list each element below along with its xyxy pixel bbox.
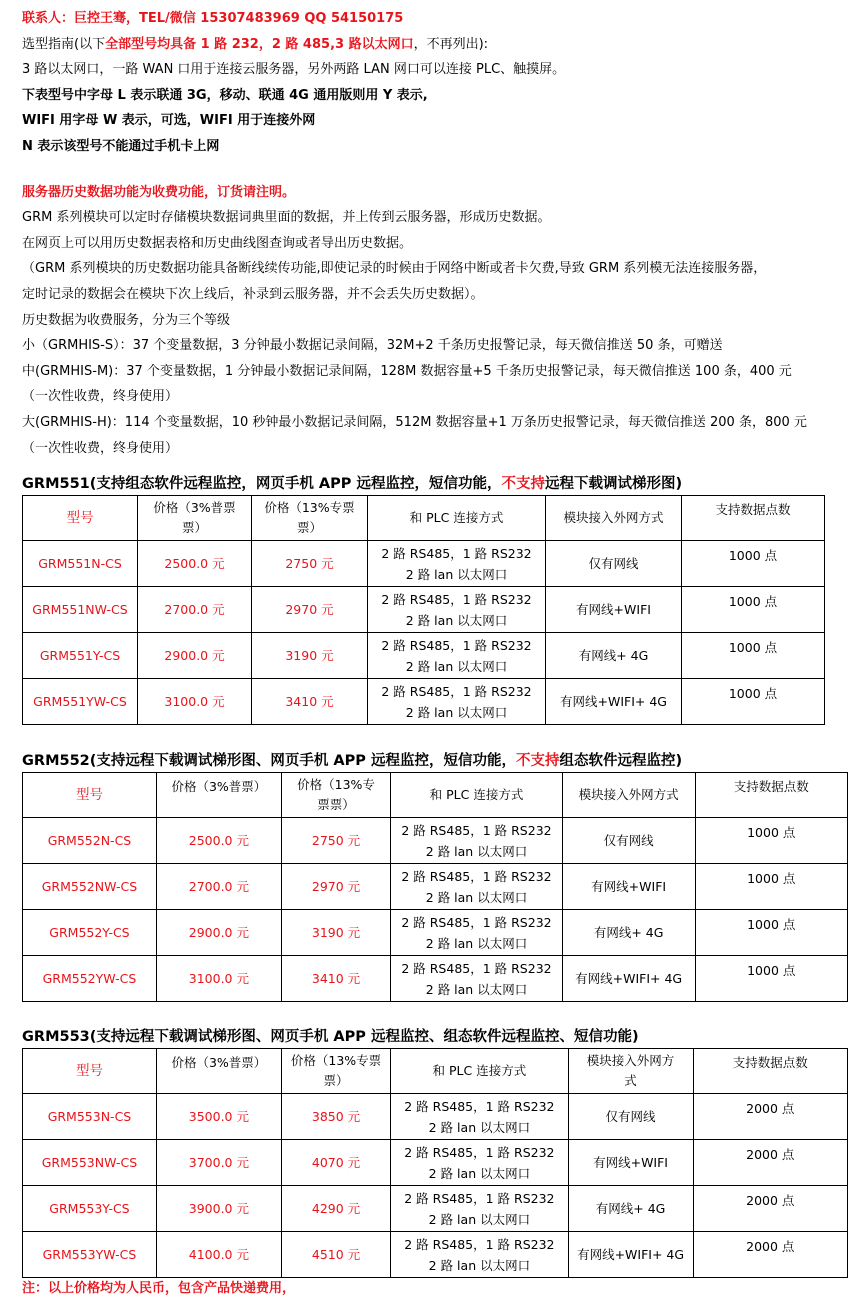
cell-price-3: 3900.0 元 <box>156 1186 281 1232</box>
cell-network-access: 有网线+WIFI <box>568 1140 693 1186</box>
cell-price-3: 2500.0 元 <box>156 818 281 864</box>
cell-model: GRM551YW-CS <box>23 679 138 725</box>
header-data-points: 支持数据点数 <box>695 773 847 818</box>
cell-data-points: 2000 点 <box>693 1140 847 1186</box>
header-price-3: 价格（3%普票） <box>156 773 281 818</box>
section-title-text: GRM553(支持远程下载调试梯形图、网页手机 APP 远程监控、组态软件远程监控、短信功能) <box>22 1029 639 1046</box>
header-model: 型号 <box>23 1049 157 1094</box>
cell-price-13: 2970 元 <box>252 587 368 633</box>
section-title-text: GRM552(支持远程下载调试梯形图、网页手机 APP 远程监控，短信功能， <box>22 753 516 770</box>
cell-price-3: 2900.0 元 <box>138 633 252 679</box>
history-line: （一次性收费，终身使用） <box>22 389 179 405</box>
section-title-text: 远程下载调试梯形图) <box>544 476 683 493</box>
cell-price-13: 4070 元 <box>281 1140 390 1186</box>
history-tier-small: 小（GRMHIS-S）：37 个变量数据，3 分钟最小数据记录间隔，32M+2 千条历史报警记录，每天微信推送 50 条，可赠送 <box>22 338 723 354</box>
ethernet-line: 3 路以太网口，一路 WAN 口用于连接云服务器，另外两路 LAN 网口可以连接 PLC、触摸屏。 <box>22 62 566 78</box>
cell-price-13: 3850 元 <box>281 1094 390 1140</box>
cell-price-3: 3100.0 元 <box>156 956 281 1002</box>
cell-plc-connection: 2 路 RS485，1 路 RS232 2 路 lan 以太网口 <box>368 541 546 587</box>
cell-model: GRM552N-CS <box>23 818 157 864</box>
table-header-row <box>23 496 825 541</box>
cell-network-access: 有网线+WIFI <box>546 587 682 633</box>
cell-price-13: 3190 元 <box>281 910 390 956</box>
price-table-grm553 <box>22 1048 848 1278</box>
spacer <box>22 725 848 750</box>
cell-model: GRM553Y-CS <box>23 1186 157 1232</box>
table-row <box>23 587 825 633</box>
cell-plc-connection: 2 路 RS485，1 路 RS232 2 路 lan 以太网口 <box>368 587 546 633</box>
table-row <box>23 1140 848 1186</box>
cell-price-13: 3410 元 <box>281 956 390 1002</box>
header-price-13: 价格（13%专 票票） <box>281 773 390 818</box>
cell-data-points: 2000 点 <box>693 1232 847 1278</box>
history-line: 历史数据为收费服务，分为三个等级 <box>22 312 231 328</box>
cell-model: GRM553NW-CS <box>23 1140 157 1186</box>
cell-network-access: 有网线+WIFI+ 4G <box>568 1232 693 1278</box>
history-notice: 服务器历史数据功能为收费功能，订货请注明。 <box>22 184 296 200</box>
table-row <box>23 1186 848 1232</box>
cell-plc-connection: 2 路 RS485，1 路 RS232 2 路 lan 以太网口 <box>391 1140 568 1186</box>
cell-price-13: 2970 元 <box>281 864 390 910</box>
cell-price-3: 2500.0 元 <box>138 541 252 587</box>
history-line: GRM 系列模块可以定时存储模块数据词典里面的数据，并上传到云服务器，形成历史数据。 <box>22 210 551 226</box>
cell-network-access: 仅有网线 <box>546 541 682 587</box>
cell-price-13: 2750 元 <box>281 818 390 864</box>
cell-data-points: 1000 点 <box>695 956 847 1002</box>
cell-network-access: 有网线+WIFI+ 4G <box>562 956 695 1002</box>
history-line: 在网页上可以用历史数据表格和历史曲线图查询或者导出历史数据。 <box>22 235 413 251</box>
cell-plc-connection: 2 路 RS485，1 路 RS232 2 路 lan 以太网口 <box>368 633 546 679</box>
cell-data-points: 1000 点 <box>682 587 825 633</box>
cell-network-access: 有网线+ 4G <box>562 910 695 956</box>
table-row <box>23 1094 848 1140</box>
cell-plc-connection: 2 路 RS485，1 路 RS232 2 路 lan 以太网口 <box>391 956 563 1002</box>
cell-price-13: 3190 元 <box>252 633 368 679</box>
table-row <box>23 864 848 910</box>
header-plc-connection: 和 PLC 连接方式 <box>391 773 563 818</box>
history-tier-large: 大(GRMHIS-H)：114 个变量数据，10 秒钟最小数据记录间隔，512M 数据容量+1 万条历史报警记录，每天微信推送 200 条，800 元 <box>22 414 807 430</box>
header-price-3: 价格（3%普票 票） <box>138 496 252 541</box>
cell-plc-connection: 2 路 RS485，1 路 RS232 2 路 lan 以太网口 <box>391 1232 568 1278</box>
header-price-3: 价格（3%普票） <box>156 1049 281 1094</box>
cell-network-access: 有网线+ 4G <box>568 1186 693 1232</box>
cell-plc-connection: 2 路 RS485，1 路 RS232 2 路 lan 以太网口 <box>391 864 563 910</box>
cell-data-points: 1000 点 <box>695 864 847 910</box>
table-row <box>23 956 848 1002</box>
cell-network-access: 仅有网线 <box>568 1094 693 1140</box>
guide-prefix: 选型指南(以下 <box>22 36 106 52</box>
section-title-text: GRM551(支持组态软件远程监控，网页手机 APP 远程监控，短信功能， <box>22 476 502 493</box>
selection-guide-line <box>22 32 848 58</box>
price-table-grm551 <box>22 495 825 725</box>
table-header-row <box>23 773 848 818</box>
cell-data-points: 1000 点 <box>695 818 847 864</box>
guide-suffix: ，不再列出): <box>413 36 489 52</box>
header-model: 型号 <box>23 773 157 818</box>
cell-model: GRM551Y-CS <box>23 633 138 679</box>
cell-network-access: 仅有网线 <box>562 818 695 864</box>
section-title-grm551 <box>22 473 848 495</box>
section-title-text: 组态软件远程监控) <box>559 753 683 770</box>
cell-model: GRM553YW-CS <box>23 1232 157 1278</box>
table-row <box>23 1232 848 1278</box>
cell-data-points: 1000 点 <box>682 679 825 725</box>
cell-plc-connection: 2 路 RS485，1 路 RS232 2 路 lan 以太网口 <box>391 1186 568 1232</box>
cell-data-points: 1000 点 <box>695 910 847 956</box>
section-title-unsupported: 不支持 <box>501 476 545 493</box>
header-plc-connection: 和 PLC 连接方式 <box>391 1049 568 1094</box>
header-model: 型号 <box>23 496 138 541</box>
cell-plc-connection: 2 路 RS485，1 路 RS232 2 路 lan 以太网口 <box>391 818 563 864</box>
wifi-line: WIFI 用字母 W 表示，可选，WIFI 用于连接外网 <box>22 113 316 129</box>
cell-model: GRM551NW-CS <box>23 587 138 633</box>
section-title-grm553 <box>22 1026 848 1048</box>
header-network-access: 模块接入外网方 式 <box>568 1049 693 1094</box>
header-network-access: 模块接入外网方式 <box>546 496 682 541</box>
cell-price-3: 3500.0 元 <box>156 1094 281 1140</box>
section-title-grm552 <box>22 750 848 772</box>
history-line: （一次性收费，终身使用） <box>22 440 179 456</box>
header-network-access: 模块接入外网方式 <box>562 773 695 818</box>
table-row <box>23 633 825 679</box>
cell-price-13: 4290 元 <box>281 1186 390 1232</box>
spacer <box>22 160 848 180</box>
cell-data-points: 2000 点 <box>693 1186 847 1232</box>
header-plc-connection: 和 PLC 连接方式 <box>368 496 546 541</box>
header-price-13: 价格（13%专票 票） <box>281 1049 390 1094</box>
table-row <box>23 910 848 956</box>
cell-price-3: 4100.0 元 <box>156 1232 281 1278</box>
cell-model: GRM552YW-CS <box>23 956 157 1002</box>
history-line: （GRM 系列模块的历史数据功能具备断线续传功能,即使记录的时候由于网络中断或者卡欠费,导致 GRM 系列模无法连接服务器， <box>22 261 767 277</box>
spacer <box>22 1002 848 1026</box>
cell-model: GRM553N-CS <box>23 1094 157 1140</box>
price-list-document <box>22 6 848 1300</box>
cell-network-access: 有网线+ 4G <box>546 633 682 679</box>
history-line: 定时记录的数据会在模块下次上线后，补录到云服务器，并不会丢失历史数据）。 <box>22 286 484 302</box>
header-data-points: 支持数据点数 <box>693 1049 847 1094</box>
cell-model: GRM552NW-CS <box>23 864 157 910</box>
table-row <box>23 679 825 725</box>
footer-note: 注：以上价格均为人民币，包含产品快递费用， <box>22 1281 296 1297</box>
cell-price-3: 2700.0 元 <box>138 587 252 633</box>
history-tier-medium: 中(GRMHIS-M)：37 个变量数据，1 分钟最小数据记录间隔，128M 数据容量+5 千条历史报警记录，每天微信推送 100 条，400 元 <box>22 363 792 379</box>
contact-line: 联系人：巨控王骞，TEL/微信 15307483969 QQ 54150175 <box>22 11 404 26</box>
cell-price-3: 3700.0 元 <box>156 1140 281 1186</box>
cell-data-points: 1000 点 <box>682 541 825 587</box>
cell-model: GRM551N-CS <box>23 541 138 587</box>
cell-plc-connection: 2 路 RS485，1 路 RS232 2 路 lan 以太网口 <box>391 910 563 956</box>
table-row <box>23 818 848 864</box>
model-letters-line: 下表型号中字母 L 表示联通 3G，移动、联通 4G 通用版则用 Y 表示, <box>22 87 428 103</box>
price-table-grm552 <box>22 772 848 1002</box>
cell-data-points: 2000 点 <box>693 1094 847 1140</box>
cell-network-access: 有网线+WIFI+ 4G <box>546 679 682 725</box>
no-sim-line: N 表示该型号不能通过手机卡上网 <box>22 138 220 154</box>
cell-network-access: 有网线+WIFI <box>562 864 695 910</box>
cell-price-13: 3410 元 <box>252 679 368 725</box>
header-price-13: 价格（13%专票 票） <box>252 496 368 541</box>
cell-plc-connection: 2 路 RS485，1 路 RS232 2 路 lan 以太网口 <box>391 1094 568 1140</box>
cell-price-13: 4510 元 <box>281 1232 390 1278</box>
table-header-row <box>23 1049 848 1094</box>
cell-price-13: 2750 元 <box>252 541 368 587</box>
section-title-unsupported: 不支持 <box>515 753 560 770</box>
cell-price-3: 3100.0 元 <box>138 679 252 725</box>
guide-highlight: 全部型号均具备 1 路 232，2 路 485,3 路以太网口 <box>105 36 414 52</box>
header-data-points: 支持数据点数 <box>682 496 825 541</box>
cell-plc-connection: 2 路 RS485，1 路 RS232 2 路 lan 以太网口 <box>368 679 546 725</box>
cell-data-points: 1000 点 <box>682 633 825 679</box>
cell-price-3: 2900.0 元 <box>156 910 281 956</box>
spacer <box>22 461 848 473</box>
cell-model: GRM552Y-CS <box>23 910 157 956</box>
cell-price-3: 2700.0 元 <box>156 864 281 910</box>
table-row <box>23 541 825 587</box>
